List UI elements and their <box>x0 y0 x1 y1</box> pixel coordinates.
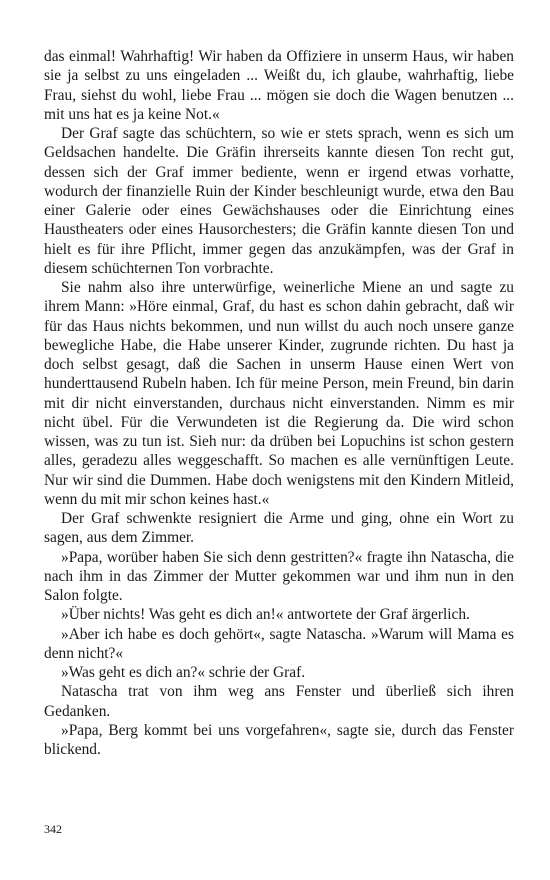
body-text <box>44 47 514 759</box>
paragraph: Der Graf sagte das schüchtern, so wie er stets sprach, wenn es sich um Geldsachen handelte. Die Gräfin ihrerseits kannte diesen Ton recht gut, dessen sich der Graf immer bediente, wenn er irgend etwas vorhatte, wodurch der finanzielle Ruin der Kinder beschleunigt wurde, etwa den Bau einer Galerie oder eines Gewächshauses oder die Einrichtung eines Haustheaters oder eines Hausorchesters; die Gräfin kannte diesen Ton und hielt es für ihre Pflicht, immer gegen das anzukämpfen, was der Graf in diesem schüchternen Ton vorbrachte. <box>44 125 514 277</box>
paragraph: »Papa, Berg kommt bei uns vorgefahren«, sagte sie, durch das Fenster blickend. <box>44 721 514 758</box>
paragraph: Der Graf schwenkte resigniert die Arme und ging, ohne ein Wort zu sagen, aus dem Zimmer. <box>44 510 514 547</box>
paragraph: »Was geht es dich an?« schrie der Graf. <box>61 664 306 681</box>
paragraph: Sie nahm also ihre unterwürfige, weinerliche Miene an und sagte zu ihrem Mann: »Höre einmal, Graf, du hast es schon dahin gebracht, daß wir für das Haus nichts bekommen, und nun willst du auch noch unsere ganze bewegliche Habe, die Habe unserer Kinder, zugrunde richten. Du hast ja doch selbst gesagt, daß die Sachen in unserm Hause einen Wert von hunderttausend Rubeln haben. Ich für meine Person, mein Freund, bin darin mit dir nicht einverstanden, durchaus nicht einverstanden. Nimm es mir nicht übel. Für die Verwundeten ist die Regierung da. Die wird schon wissen, was zu tun ist. Sieh nur: da drüben bei Lopuchins ist schon gestern alles, geradezu alles weggeschafft. So machen es alle vernünftigen Leute. Nur wir sind die Dummen. Habe doch wenigstens mit den Kindern Mitleid, wenn du mit mir schon keines hast.« <box>44 279 514 508</box>
paragraph: das einmal! Wahrhaftig! Wir haben da Offiziere in unserm Haus, wir haben sie ja selbst zu uns eingeladen ... Weißt du, ich glaube, wahrhaftig, liebe Frau, siehst du wohl, liebe Frau ... mögen sie doch die Wagen benutzen ... mit uns hat es ja keine Not.« <box>44 48 514 123</box>
paragraph: Natascha trat von ihm weg ans Fenster und überließ sich ihren Gedanken. <box>44 683 514 720</box>
page-number: 342 <box>44 822 62 836</box>
paragraph: »Über nichts! Was geht es dich an!« antwortete der Graf ärgerlich. <box>61 606 470 624</box>
paragraph: »Papa, worüber haben Sie sich denn gestritten?« fragte ihn Natascha, die nach ihm in das Zimmer der Mutter gekommen war und ihm nun in den Salon folgte. <box>44 548 514 604</box>
paragraph: »Aber ich habe es doch gehört«, sagte Natascha. »Warum will Mama es denn nicht?« <box>44 625 514 662</box>
